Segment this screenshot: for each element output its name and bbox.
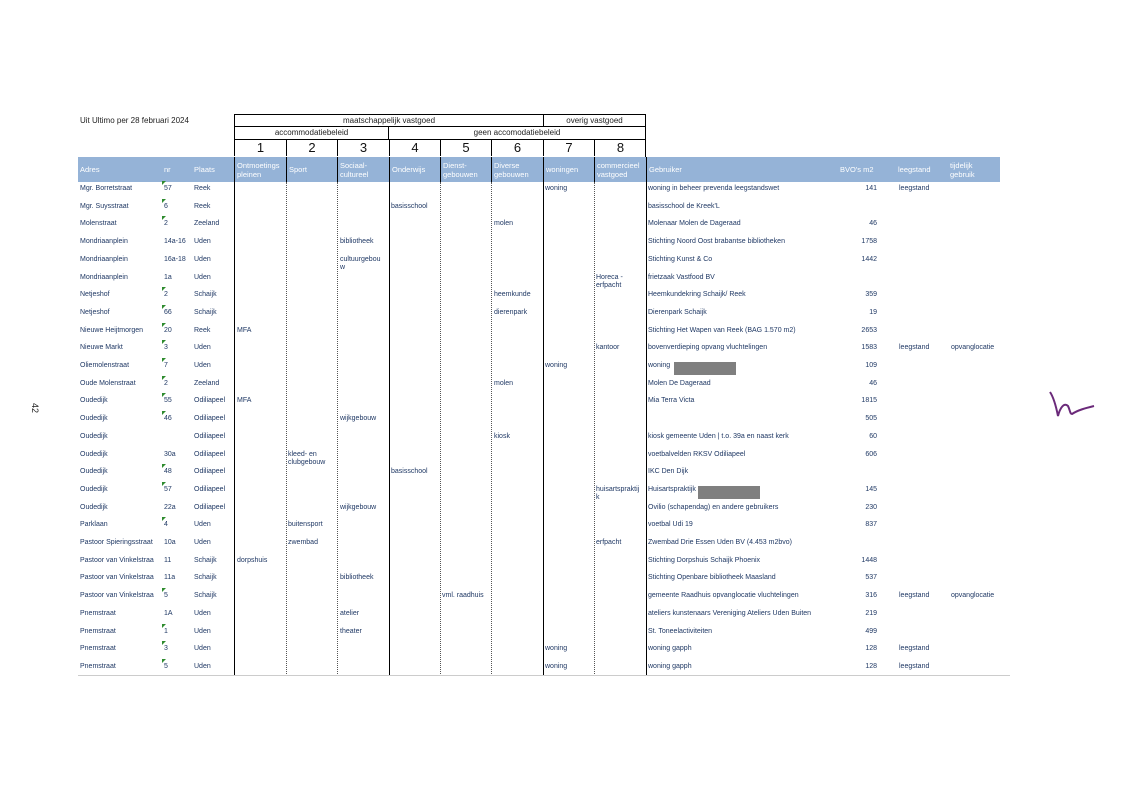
cell-bvo: 1758 <box>861 238 877 246</box>
cell-plaats: Uden <box>194 255 211 263</box>
col-dienstgebouwen: Dienst- gebouwen <box>440 157 491 182</box>
cell-gebruiker: voetbal Udi 19 <box>648 521 693 529</box>
col-woningen: woningen <box>543 157 594 182</box>
table-row <box>78 271 1010 289</box>
cell-adres: Mgr. Borretstraat <box>80 185 133 192</box>
cell-nr: 1 <box>164 627 168 635</box>
cell-plaats: Odiliapeel <box>194 415 226 423</box>
cell-adres: Oudedijk <box>80 415 108 423</box>
cell-woningen: woning <box>545 185 568 192</box>
cell-adres: Oude Molenstraat <box>80 379 136 387</box>
col-sport: Sport <box>286 157 337 182</box>
cell-gebruiker: kiosk gemeente Uden | t.o. 39a en naast kerk <box>648 432 789 440</box>
cell-gebruiker: bovenverdieping opvang vluchtelingen <box>648 344 768 352</box>
table-row <box>78 430 1010 448</box>
table-row <box>78 465 1010 483</box>
cell-diverse-gebouwen: heemkunde <box>494 291 531 299</box>
cell-nr: 4 <box>164 521 168 529</box>
cell-sport: zwembad <box>288 539 318 546</box>
cell-gebruiker: frietzaak Vastfood BV <box>648 273 715 281</box>
cell-gebruiker: Stichting Kunst & Co <box>648 255 713 263</box>
cell-plaats: Uden <box>194 662 211 670</box>
cell-plaats: Reek <box>194 185 211 192</box>
table-row <box>78 377 1010 395</box>
cell-leegstand: leegstand <box>899 645 930 653</box>
cell-bvo: 837 <box>865 521 877 529</box>
cell-sociaal-cultureel: wijkgebouw <box>340 503 377 511</box>
cell-plaats: Odiliapeel <box>194 432 226 440</box>
cell-adres: Nieuwe Heijtmorgen <box>80 326 144 334</box>
col-onderwijs: Onderwijs <box>389 157 440 182</box>
cell-gebruiker: Heemkundekring Schaijk/ Reek <box>648 291 746 299</box>
cell-plaats: Uden <box>194 273 211 281</box>
cell-adres: Mondriaanplein <box>80 255 128 263</box>
cell-adres: Pnemstraat <box>80 662 116 670</box>
cell-nr: 14a-16 <box>164 238 186 246</box>
cell-plaats: Schaijk <box>194 291 217 299</box>
cell-nr: 3 <box>164 344 168 352</box>
cell-adres: Oudedijk <box>80 397 108 405</box>
cell-nr: 46 <box>164 415 172 423</box>
cell-bvo: 1815 <box>861 397 877 405</box>
cell-gebruiker: Huisartspraktijk <box>648 485 696 493</box>
cell-plaats: Schaijk <box>194 592 217 600</box>
table-row <box>78 394 1010 412</box>
cell-plaats: Uden <box>194 521 211 529</box>
cell-adres: Mondriaanplein <box>80 238 128 246</box>
cell-nr: 1A <box>164 609 173 617</box>
cell-adres: Pnemstraat <box>80 627 116 635</box>
table-row <box>78 306 1010 324</box>
cell-gebruiker: basisschool de Kreek'L <box>648 202 720 210</box>
cell-commercieel-vastgoed: kantoor <box>596 344 620 352</box>
col-tijdelijk-gebruik: tijdelijk gebruik <box>950 160 975 179</box>
header-number-6: 6 <box>491 140 543 156</box>
cell-adres: Oudedijk <box>80 468 108 476</box>
page-title: Uit Ultimo per 28 februari 2024 <box>80 116 189 125</box>
table-row <box>78 217 1010 235</box>
table-row <box>78 412 1010 430</box>
cell-woningen: woning <box>545 645 568 653</box>
cell-gebruiker: gemeente Raadhuis opvanglocatie vluchtelingen <box>648 592 799 600</box>
cell-adres: Pastoor Spieringsstraat <box>80 539 153 546</box>
cell-nr: 30a <box>164 450 176 458</box>
cell-adres: Parklaan <box>80 521 108 529</box>
cell-bvo: 46 <box>869 220 877 228</box>
cell-commercieel-vastgoed: huisartspraktij k <box>596 485 640 501</box>
col-commercieel-vastgoed: commercieel vastgoed <box>594 157 646 182</box>
table-row <box>78 642 1010 660</box>
cell-gebruiker: woning <box>648 362 671 369</box>
col-nr: nr <box>164 165 171 174</box>
table-row <box>78 536 1010 554</box>
cell-dienstgebouwen: vml. raadhuis <box>442 592 484 600</box>
cell-bvo: 141 <box>865 185 877 192</box>
table-row <box>78 554 1010 572</box>
header-number-8: 8 <box>594 140 646 156</box>
cell-plaats: Uden <box>194 645 211 653</box>
cell-gebruiker: IKC Den Dijk <box>648 468 689 476</box>
cell-adres: Oudedijk <box>80 485 108 493</box>
cell-nr: 5 <box>164 662 168 670</box>
header-number-5: 5 <box>440 140 491 156</box>
cell-adres: Pnemstraat <box>80 609 116 617</box>
cell-adres: Mondriaanplein <box>80 273 128 281</box>
cell-commercieel-vastgoed: erfpacht <box>596 539 622 546</box>
cell-nr: 55 <box>164 397 172 405</box>
cell-sport: buitensport <box>288 521 323 529</box>
cell-gebruiker: Stichting Noord Oost brabantse bibliotheken <box>648 238 785 246</box>
cell-leegstand: leegstand <box>899 592 930 600</box>
col-bvo: BVO's m2 <box>840 165 874 174</box>
cell-sociaal-cultureel: wijkgebouw <box>340 415 377 423</box>
cell-nr: 2 <box>164 291 168 299</box>
table-row <box>78 625 1010 643</box>
redaction-block <box>698 486 760 499</box>
cell-bvo: 128 <box>865 645 877 653</box>
cell-adres: Netjeshof <box>80 308 110 316</box>
cell-adres: Pastoor van Vinkelstraa <box>80 556 154 564</box>
cell-adres: Mgr. Suysstraat <box>80 202 129 210</box>
cell-nr: 2 <box>164 379 168 387</box>
cell-adres: Nieuwe Markt <box>80 344 123 352</box>
cell-plaats: Zeeland <box>194 220 220 228</box>
header-number-3: 3 <box>337 140 389 156</box>
cell-plaats: Reek <box>194 326 211 334</box>
cell-bvo: 606 <box>865 450 877 458</box>
table-row <box>78 589 1010 607</box>
cell-diverse-gebouwen: molen <box>494 379 514 387</box>
cell-ontmoetingspleinen: MFA <box>237 326 252 334</box>
cell-plaats: Schaijk <box>194 574 217 582</box>
cell-bvo: 1448 <box>861 556 877 564</box>
cell-adres: Molenstraat <box>80 220 117 228</box>
table-row <box>78 448 1010 466</box>
cell-diverse-gebouwen: dierenpark <box>494 308 528 316</box>
cell-nr: 66 <box>164 308 172 316</box>
cell-plaats: Uden <box>194 539 211 546</box>
header-group-geen-accommodatiebeleid: geen accomodatiebeleid <box>388 126 646 140</box>
col-ontmoetingspleinen: Ontmoetings pleinen <box>234 157 286 182</box>
cell-nr: 10a <box>164 539 176 546</box>
table-bottom-line <box>78 675 1010 676</box>
cell-nr: 22a <box>164 503 176 511</box>
cell-nr: 1a <box>164 273 172 281</box>
cell-plaats: Odiliapeel <box>194 397 226 405</box>
table-row <box>78 182 1010 200</box>
cell-sociaal-cultureel: atelier <box>340 609 360 617</box>
cell-plaats: Uden <box>194 238 211 246</box>
header-number-4: 4 <box>389 140 440 156</box>
cell-leegstand: leegstand <box>899 662 930 670</box>
cell-gebruiker: woning in beheer prevenda leegstandswet <box>648 185 780 192</box>
cell-gebruiker: Molen De Dageraad <box>648 379 711 387</box>
header-group-accommodatiebeleid: accommodatiebeleid <box>234 126 389 140</box>
table-row <box>78 607 1010 625</box>
cell-gebruiker: Dierenpark Schaijk <box>648 308 707 316</box>
table-row <box>78 324 1010 342</box>
cell-plaats: Odiliapeel <box>194 485 226 493</box>
cell-adres: Pastoor van Vinkelstraa <box>80 592 154 600</box>
cell-adres: Oudedijk <box>80 450 108 458</box>
cell-nr: 7 <box>164 362 168 369</box>
cell-bvo: 60 <box>869 432 877 440</box>
table-row <box>78 518 1010 536</box>
cell-gebruiker: Stichting Het Wapen van Reek (BAG 1.570 m2) <box>648 326 796 334</box>
header-group-maatschappelijk: maatschappelijk vastgoed <box>234 114 544 127</box>
cell-bvo: 1583 <box>861 344 877 352</box>
cell-nr: 2 <box>164 220 168 228</box>
col-leegstand: leegstand <box>898 165 931 174</box>
cell-bvo: 128 <box>865 662 877 670</box>
cell-sport: kleed- en clubgebouw <box>288 450 326 466</box>
cell-gebruiker: Mia Terra Victa <box>648 397 695 405</box>
cell-sociaal-cultureel: bibliotheek <box>340 238 374 246</box>
cell-gebruiker: Molenaar Molen de Dageraad <box>648 220 741 228</box>
col-sociaal-cultureel: Sociaal- cultureel <box>337 157 389 182</box>
cell-gebruiker: St. Toneelactiviteiten <box>648 627 713 635</box>
cell-nr: 3 <box>164 645 168 653</box>
table-row <box>78 483 1010 501</box>
cell-gebruiker: woning gapph <box>648 645 692 653</box>
cell-bvo: 316 <box>865 592 877 600</box>
cell-gebruiker: Ovilio (schapendag) en andere gebruikers <box>648 503 779 511</box>
cell-sociaal-cultureel: bibliotheek <box>340 574 374 582</box>
cell-bvo: 505 <box>865 415 877 423</box>
header-number-7: 7 <box>543 140 594 156</box>
cell-onderwijs: basisschool <box>391 468 428 476</box>
cell-gebruiker: Zwembad Drie Essen Uden BV (4.453 m2bvo) <box>648 539 792 546</box>
cell-ontmoetingspleinen: MFA <box>237 397 252 405</box>
cell-woningen: woning <box>545 362 568 369</box>
table-row <box>78 341 1010 359</box>
cell-adres: Oliemolenstraat <box>80 362 130 369</box>
header-number-2: 2 <box>286 140 337 156</box>
cell-nr: 20 <box>164 326 172 334</box>
cell-bvo: 46 <box>869 379 877 387</box>
cell-bvo: 1442 <box>861 255 877 263</box>
cell-bvo: 499 <box>865 627 877 635</box>
cell-commercieel-vastgoed: Horeca - erfpacht <box>596 273 623 289</box>
cell-tijdelijk-gebruik: opvanglocatie <box>951 344 995 352</box>
cell-ontmoetingspleinen: dorpshuis <box>237 556 268 564</box>
cell-plaats: Schaijk <box>194 308 217 316</box>
header-number-1: 1 <box>234 140 286 156</box>
table-row <box>78 501 1010 519</box>
cell-nr: 11 <box>164 556 172 564</box>
cell-nr: 48 <box>164 468 172 476</box>
cell-tijdelijk-gebruik: opvanglocatie <box>951 592 995 600</box>
cell-bvo: 219 <box>865 609 877 617</box>
cell-bvo: 537 <box>865 574 877 582</box>
cell-leegstand: leegstand <box>899 185 930 192</box>
cell-plaats: Odiliapeel <box>194 450 226 458</box>
cell-diverse-gebouwen: kiosk <box>494 432 510 440</box>
table-row <box>78 359 1010 377</box>
cell-nr: 57 <box>164 185 172 192</box>
cell-bvo: 19 <box>869 308 877 316</box>
cell-adres: Pastoor van Vinkelstraa <box>80 574 154 582</box>
signature-mark <box>1044 388 1100 422</box>
cell-adres: Netjeshof <box>80 291 110 299</box>
cell-gebruiker: ateliers kunstenaars Vereniging Ateliers Uden Buiten <box>648 609 812 617</box>
col-adres: Adres <box>80 165 100 174</box>
cell-nr: 16a-18 <box>164 255 186 263</box>
cell-gebruiker: Stichting Dorpshuis Schaijk Phoenix <box>648 556 761 564</box>
cell-leegstand: leegstand <box>899 344 930 352</box>
cell-adres: Pnemstraat <box>80 645 116 653</box>
cell-woningen: woning <box>545 662 568 670</box>
cell-bvo: 145 <box>865 485 877 493</box>
cell-bvo: 109 <box>865 362 877 369</box>
cell-adres: Oudedijk <box>80 432 108 440</box>
cell-plaats: Reek <box>194 202 211 210</box>
header-group-overig: overig vastgoed <box>543 114 646 127</box>
cell-nr: 11a <box>164 574 176 582</box>
cell-gebruiker: voetbalvelden RKSV Odiliapeel <box>648 450 746 458</box>
cell-nr: 5 <box>164 592 168 600</box>
table-row <box>78 200 1010 218</box>
cell-plaats: Odiliapeel <box>194 503 226 511</box>
cell-plaats: Uden <box>194 609 211 617</box>
cell-plaats: Schaijk <box>194 556 217 564</box>
cell-gebruiker: woning gapph <box>648 662 692 670</box>
col-plaats: Plaats <box>194 165 215 174</box>
cell-nr: 57 <box>164 485 172 493</box>
cell-sociaal-cultureel: cultuurgebou w <box>340 255 381 271</box>
cell-sociaal-cultureel: theater <box>340 627 362 635</box>
cell-gebruiker: Stichting Openbare bibliotheek Maasland <box>648 574 776 582</box>
cell-plaats: Odiliapeel <box>194 468 226 476</box>
cell-bvo: 359 <box>865 291 877 299</box>
table-row <box>78 288 1010 306</box>
cell-nr: 6 <box>164 202 168 210</box>
redaction-block <box>674 362 736 375</box>
col-gebruiker: Gebruiker <box>646 157 838 182</box>
col-diverse-gebouwen: Diverse gebouwen <box>491 157 543 182</box>
table-row <box>78 235 1010 253</box>
page-number: 42 <box>30 402 41 414</box>
cell-plaats: Zeeland <box>194 379 220 387</box>
cell-plaats: Uden <box>194 627 211 635</box>
cell-bvo: 2653 <box>861 326 877 334</box>
table-row <box>78 571 1010 589</box>
cell-diverse-gebouwen: molen <box>494 220 514 228</box>
cell-bvo: 230 <box>865 503 877 511</box>
table-row <box>78 253 1010 271</box>
cell-adres: Oudedijk <box>80 503 108 511</box>
cell-plaats: Uden <box>194 344 211 352</box>
cell-onderwijs: basisschool <box>391 202 428 210</box>
column-header-row <box>78 157 1000 182</box>
cell-plaats: Uden <box>194 362 211 369</box>
